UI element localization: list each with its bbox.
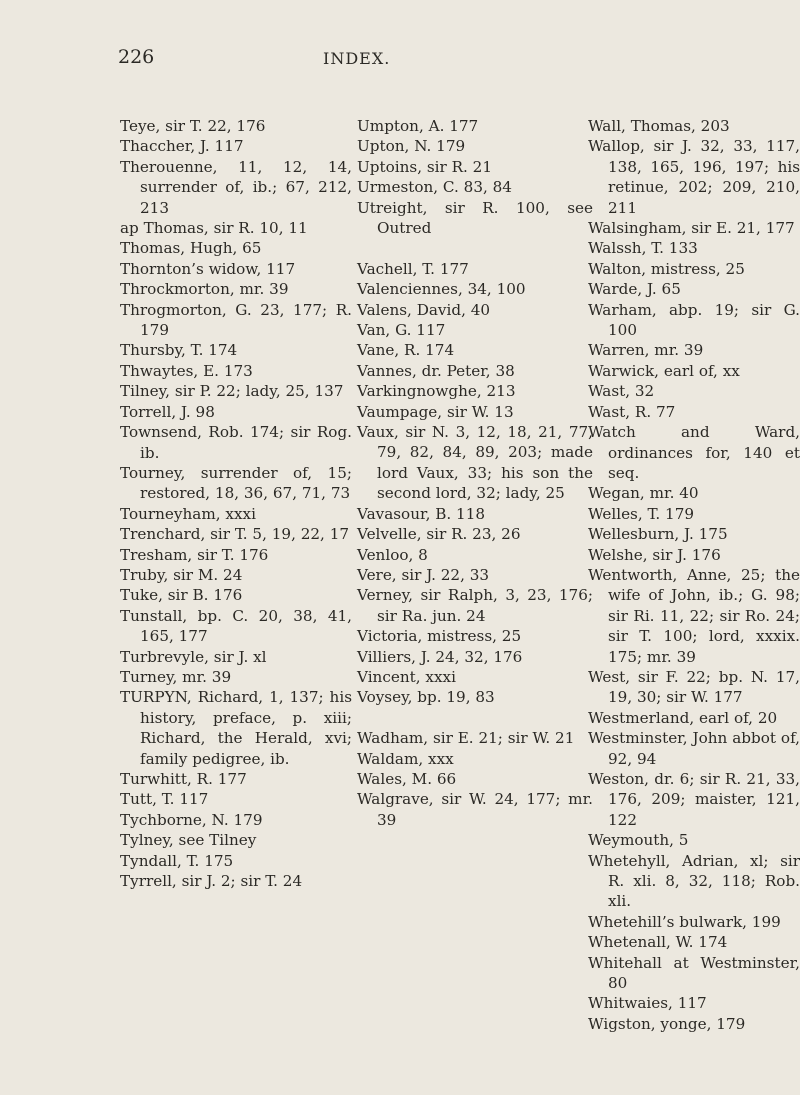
index-entry: Tyndall, T. 175	[120, 851, 234, 870]
index-entry: Varkingnowghe, 213	[357, 382, 516, 401]
index-entry: Weston, dr. 6; sir R. 21, 33, 176, 209; maister, 121, 122	[588, 770, 800, 829]
index-entry: Voysey, bp. 19, 83	[357, 688, 495, 707]
index-entry: Tourneyham, xxxi	[120, 504, 256, 523]
index-entry: Valens, David, 40	[357, 300, 491, 319]
index-entry: Walssh, T. 133	[588, 239, 698, 258]
index-entry: Truby, sir M. 24	[120, 565, 243, 584]
index-entry: ap Thomas, sir R. 10, 11	[120, 219, 308, 238]
index-entry: Wall, Thomas, 203	[588, 117, 730, 135]
index-entry: Van, G. 117	[357, 321, 446, 340]
index-entry: Teye, sir T. 22, 176	[120, 117, 266, 135]
index-entry: Warren, mr. 39	[588, 341, 704, 360]
index-entry: Welshe, sir J. 176	[588, 545, 721, 564]
index-entry: Wadham, sir E. 21; sir W. 21	[357, 729, 575, 748]
index-entry: Wallop, sir J. 32, 33, 117, 138, 165, 196, 197; his retinue, 202; 209, 210, 211	[588, 137, 800, 217]
letter-gap	[357, 238, 593, 258]
index-entry: Warwick, earl of, xx	[588, 361, 740, 380]
index-entry: Villiers, J. 24, 32, 176	[357, 647, 523, 666]
index-entry: West, sir F. 22; bp. N. 17, 19, 30; sir W. 177	[588, 667, 800, 707]
index-entry: Whetehill’s bulwark, 199	[588, 912, 781, 931]
index-entry: Watch and Ward, ordinances for, 140 et seq.	[588, 423, 800, 482]
index-entry: Turbrevyle, sir J. xl	[120, 647, 267, 666]
index-entry: Westmerland, earl of, 20	[588, 708, 778, 727]
index-entry: Tuke, sir B. 176	[120, 586, 243, 605]
index-column-1	[120, 116, 352, 891]
page-number: 226	[118, 46, 155, 68]
index-column-3	[588, 116, 800, 1034]
index-entry: Valenciennes, 34, 100	[357, 280, 526, 299]
index-entry: Wigston, yonge, 179	[588, 1014, 746, 1033]
index-entry: Trenchard, sir T. 5, 19, 22, 17	[120, 525, 350, 544]
index-entry: Whitehall at Westminster, 80	[588, 953, 800, 993]
index-entry: Tunstall, bp. C. 20, 38, 41, 165, 177	[120, 606, 352, 646]
index-entry: Upton, N. 179	[357, 137, 466, 156]
index-entry: Verney, sir Ralph, 3, 23, 176; sir Ra. jun. 24	[357, 586, 593, 625]
index-entry: Wegan, mr. 40	[588, 484, 699, 503]
index-entry: Urmeston, C. 83, 84	[357, 178, 512, 197]
index-entry: Wales, M. 66	[357, 769, 457, 788]
index-entry: Walton, mistress, 25	[588, 259, 745, 278]
index-entry: Torrell, J. 98	[120, 402, 215, 421]
index-entry: Townsend, Rob. 174; sir Rog. ib.	[120, 423, 352, 462]
index-entry: Vere, sir J. 22, 33	[357, 565, 490, 584]
index-entry: Westminster, John abbot of, 92, 94	[588, 729, 800, 768]
index-entry: Tylney, see Tilney	[120, 831, 257, 850]
index-column-2	[357, 116, 593, 830]
index-entry: Vincent, xxxi	[357, 667, 456, 686]
index-entry: Vachell, T. 177	[357, 259, 469, 278]
index-entry: Umpton, A. 177	[357, 117, 479, 135]
index-entry: Weymouth, 5	[588, 831, 689, 850]
index-entry: Wentworth, Anne, 25; the wife of John, ib.; G. 98; sir Ri. 11, 22; sir Ro. 24; sir T. 100; lord, xxxix. 175; mr. 39	[588, 565, 800, 666]
index-entry: Venloo, 8	[357, 545, 428, 564]
index-entry: Turney, mr. 39	[120, 667, 232, 686]
index-entry: TURPYN, Richard, 1, 137; his history, preface, p. xiii; Richard, the Herald, xvi; family pedigree, ib.	[120, 688, 352, 768]
index-entry: Vavasour, B. 118	[357, 504, 486, 523]
index-entry: Vaux, sir N. 3, 12, 18, 21, 77, 79, 82, 84, 89, 203; made lord Vaux, 33; his son the second lord, 32; lady, 25	[357, 423, 593, 503]
index-entry: Whitwaies, 117	[588, 994, 707, 1013]
index-entry: Wast, 32	[588, 382, 655, 401]
index-entry: Thomas, Hugh, 65	[120, 239, 262, 258]
index-entry: Whetenall, W. 174	[588, 933, 728, 952]
index-entry: Waldam, xxx	[357, 749, 454, 768]
index-entry: Vane, R. 174	[357, 341, 455, 360]
index-entry: Warham, abp. 19; sir G. 100	[588, 300, 800, 340]
index-entry: Turwhitt, R. 177	[120, 770, 247, 788]
index-entry: Throckmorton, mr. 39	[120, 280, 289, 299]
index-entry: Wast, R. 77	[588, 402, 676, 421]
index-entry: Wellesburn, J. 175	[588, 525, 728, 544]
index-entry: Therouenne, 11, 12, 14, surrender of, ib.; 67, 212, 213	[120, 157, 352, 217]
index-entry: Vannes, dr. Peter, 38	[357, 361, 515, 380]
index-entry: Welles, T. 179	[588, 504, 695, 523]
index-entry: Thornton’s widow, 117	[120, 259, 296, 278]
index-entry: Tychborne, N. 179	[120, 810, 263, 829]
index-entry: Tutt, T. 117	[120, 790, 209, 809]
index-entry: Vaumpage, sir W. 13	[357, 402, 514, 421]
index-entry: Utreight, sir R. 100, see Outred	[357, 198, 593, 238]
index-entry: Velvelle, sir R. 23, 26	[357, 525, 521, 544]
index-entry: Victoria, mistress, 25	[357, 627, 522, 646]
index-entry: Tourney, surrender of, 15; restored, 18, 36, 67, 71, 73	[120, 463, 352, 503]
index-entry: Whetehyll, Adrian, xl; sir R. xli. 8, 32, 118; Rob. xli.	[588, 851, 800, 911]
letter-gap	[357, 708, 593, 728]
index-entry: Walgrave, sir W. 24, 177; mr. 39	[357, 790, 593, 829]
index-entry: Tresham, sir T. 176	[120, 545, 269, 564]
index-entry: Tilney, sir P. 22; lady, 25, 137	[120, 382, 344, 401]
index-entry: Thwaytes, E. 173	[120, 361, 253, 380]
index-entry: Throgmorton, G. 23, 177; R. 179	[120, 300, 352, 340]
index-entry: Warde, J. 65	[588, 280, 681, 299]
index-entry: Tyrrell, sir J. 2; sir T. 24	[120, 872, 303, 891]
page-title: INDEX.	[323, 49, 391, 68]
index-entry: Uptoins, sir R. 21	[357, 157, 493, 176]
index-entry: Walsingham, sir E. 21, 177	[588, 219, 795, 238]
page-header	[0, 46, 800, 76]
index-entry: Thaccher, J. 117	[120, 137, 244, 156]
index-entry: Thursby, T. 174	[120, 341, 238, 360]
